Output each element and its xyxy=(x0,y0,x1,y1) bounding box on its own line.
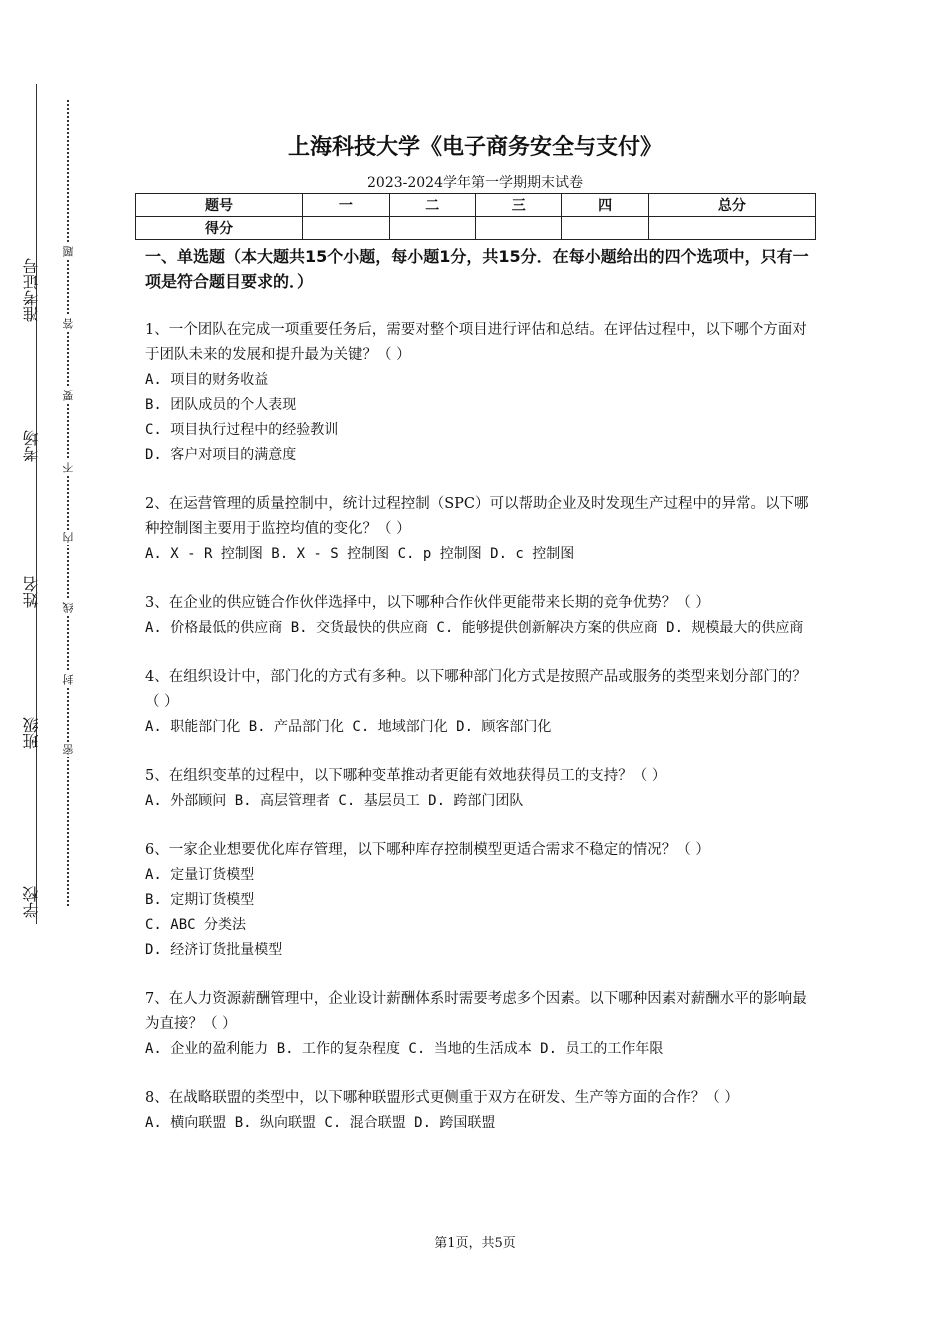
score-header-cell: 一 xyxy=(303,194,389,217)
question-options: A. 价格最低的供应商 B. 交货最快的供应商 C. 能够提供创新解决方案的供应商 D. 规模最大的供应商 xyxy=(145,620,804,636)
question-stem: 3、在企业的供应链合作伙伴选择中，以下哪种合作伙伴更能带来长期的竞争优势？（ ） xyxy=(145,595,710,611)
score-table xyxy=(135,193,816,240)
question xyxy=(145,591,813,641)
question xyxy=(145,764,813,814)
score-header-cell: 三 xyxy=(475,194,561,217)
question-stem: 2、在运营管理的质量控制中，统计过程控制（SPC）可以帮助企业及时发现生产过程中的异常。以下哪种控制图主要用于监控均值的变化？（ ） xyxy=(145,496,809,537)
question-options: A. X - R 控制图 B. X - S 控制图 C. p 控制图 D. c 控制图 xyxy=(145,546,575,562)
section-heading: 一、单选题（本大题共15个小题，每小题1分，共15分．在每小题给出的四个选项中，只有一项是符合题目要求的．） xyxy=(145,247,809,291)
question-option: C. ABC 分类法 xyxy=(145,917,247,933)
hint-char: 密 xyxy=(62,744,75,755)
hint-char: 线 xyxy=(62,602,75,613)
question-options: A. 外部顾问 B. 高层管理者 C. 基层员工 D. 跨部门团队 xyxy=(145,793,524,809)
question-option: C. 项目执行过程中的经验教训 xyxy=(145,422,339,438)
binding-dotted-line xyxy=(67,100,69,906)
question-options: A. 企业的盈利能力 B. 工作的复杂程度 C. 当地的生活成本 D. 员工的工作年限 xyxy=(145,1041,664,1057)
score-table-header-row xyxy=(136,194,816,217)
label-name: 姓名 xyxy=(22,576,41,608)
binding-solid-line xyxy=(36,84,37,924)
label-class: 班级 xyxy=(22,717,41,749)
question-stem: 1、一个团队在完成一项重要任务后，需要对整个项目进行评估和总结。在评估过程中，以下哪个方面对于团队未来的发展和提升最为关键？（ ） xyxy=(145,322,807,363)
question xyxy=(145,987,813,1062)
hint-char: 封 xyxy=(62,674,75,685)
question-option: A. 定量订货模型 xyxy=(145,867,255,883)
score-header-cell: 二 xyxy=(389,194,475,217)
exam-content xyxy=(145,244,813,1136)
question-option: B. 定期订货模型 xyxy=(145,892,255,908)
question-stem: 6、一家企业想要优化库存管理，以下哪种库存控制模型更适合需求不稳定的情况？（ ） xyxy=(145,842,710,858)
score-header-cell: 题号 xyxy=(136,194,303,217)
score-cell xyxy=(389,217,475,240)
question-option: D. 经济订货批量模型 xyxy=(145,942,283,958)
question-option: D. 客户对项目的满意度 xyxy=(145,447,297,463)
question xyxy=(145,492,813,567)
hint-char: 答 xyxy=(62,318,75,329)
score-cell xyxy=(562,217,648,240)
score-row-label: 得分 xyxy=(136,217,303,240)
score-header-cell: 总分 xyxy=(648,194,815,217)
question-option: A. 项目的财务收益 xyxy=(145,372,269,388)
label-exam-room: 考场 xyxy=(22,430,41,462)
exam-subtitle: 2023-2024学年第一学期期末试卷 xyxy=(367,175,583,191)
score-cell xyxy=(303,217,389,240)
question-options: A. 横向联盟 B. 纵向联盟 C. 混合联盟 D. 跨国联盟 xyxy=(145,1115,496,1131)
hint-char: 要 xyxy=(62,390,75,401)
question xyxy=(145,318,813,468)
question-stem: 7、在人力资源薪酬管理中，企业设计薪酬体系时需要考虑多个因素。以下哪种因素对薪酬水平的影响最为直接？（ ） xyxy=(145,991,807,1032)
question xyxy=(145,1086,813,1136)
question-stem: 5、在组织变革的过程中，以下哪种变革推动者更能有效地获得员工的支持？（ ） xyxy=(145,768,667,784)
label-exam-number: 准考证号 xyxy=(22,258,41,322)
score-header-cell: 四 xyxy=(562,194,648,217)
question-options: A. 职能部门化 B. 产品部门化 C. 地域部门化 D. 顾客部门化 xyxy=(145,719,552,735)
exam-title: 上海科技大学《电子商务安全与支付》 xyxy=(287,135,662,160)
question xyxy=(145,838,813,963)
score-table-score-row xyxy=(136,217,816,240)
question-option: B. 团队成员的个人表现 xyxy=(145,397,297,413)
hint-char: 内 xyxy=(62,532,75,543)
score-cell xyxy=(475,217,561,240)
page-number: 第1页，共5页 xyxy=(434,1236,516,1251)
question-stem: 4、在组织设计中，部门化的方式有多种。以下哪种部门化方式是按照产品或服务的类型来划分部门的？（ ） xyxy=(145,669,807,710)
score-cell xyxy=(648,217,815,240)
hint-char: 不 xyxy=(62,462,75,473)
hint-char: 题 xyxy=(62,246,75,257)
question xyxy=(145,665,813,740)
question-stem: 8、在战略联盟的类型中，以下哪种联盟形式更侧重于双方在研发、生产等方面的合作？（ ） xyxy=(145,1090,739,1106)
label-school: 学校 xyxy=(22,886,41,918)
